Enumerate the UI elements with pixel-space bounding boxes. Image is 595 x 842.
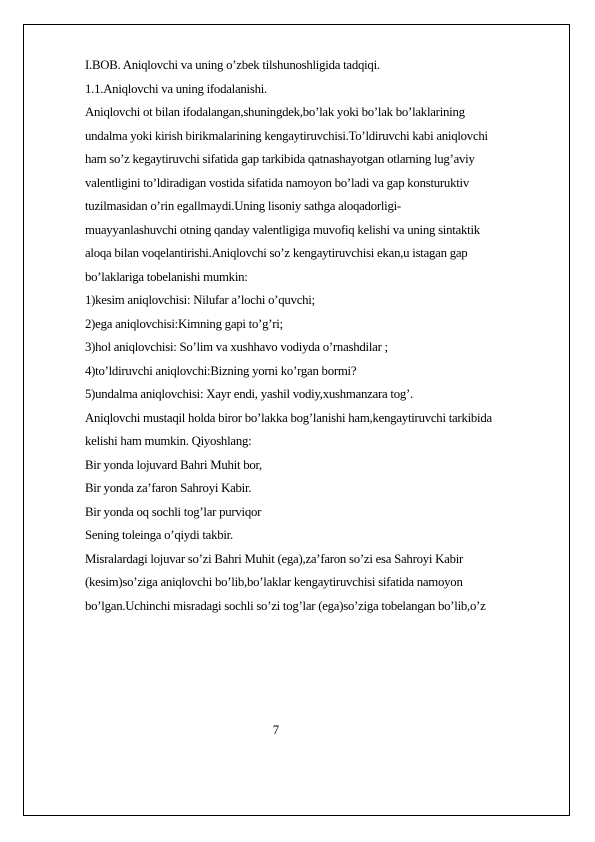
chapter-heading: I.BOB. Aniqlovchi va uning o’zbek tilshunoshligida tadqiqi. <box>85 58 380 72</box>
text-line: kelishi ham mumkin. Qiyoshlang: <box>85 434 252 448</box>
text-line: Aniqlovchi mustaqil holda biror bo’lakka bog’lanishi ham,kengaytiruvchi tarkibida <box>85 410 492 425</box>
text-line: Misralardagi lojuvar so’zi Bahri Muhit (ega),za’faron so’zi esa Sahroyi Kabir <box>85 551 464 566</box>
page-number: 7 <box>272 723 280 737</box>
poem-line: Bir yonda lojuvard Bahri Muhit bor, <box>85 457 262 472</box>
text-line: bo’lgan.Uchinchi misradagi sochli so’zi tog’lar (ega)so’ziga tobelangan bo’lib,o’z <box>85 598 486 613</box>
list-item: 4)to’ldiruvchi aniqlovchi:Bizning yorni ko’rgan bormi? <box>85 363 357 378</box>
list-item: 3)hol aniqlovchisi: So’lim va xushhavo vodiyda o’rnashdilar ; <box>85 340 388 354</box>
text-line: muayyanlashuvchi otning qanday valentligiga muvofiq kelishi va uning sintaktik <box>85 222 480 237</box>
text-line: valentligini to’ldiradigan vostida sifatida namoyon bo’ladi va gap konsturuktiv <box>85 175 469 190</box>
text-line: Aniqlovchi ot bilan ifodalangan,shuningdek,bo’lak yoki bo’lak bo’laklarining <box>85 105 465 119</box>
section-heading: 1.1.Aniqlovchi va uning ifodalanishi. <box>85 81 267 96</box>
text-line: tuzilmasidan o’rin egallmaydi.Uning lisoniy sathga aloqadorligi- <box>85 199 401 213</box>
list-item: 1)kesim aniqlovchisi: Nilufar a’lochi o’quvchi; <box>85 293 315 307</box>
poem-line: Bir yonda oq sochli tog’lar purviqor <box>85 504 262 519</box>
text-line: aloqa bilan voqelantirishi.Aniqlovchi so’z kengaytiruvchisi ekan,u istagan gap <box>85 246 468 260</box>
document-body <box>85 54 555 618</box>
text-line: bo’laklariga tobelanishi mumkin: <box>85 269 248 284</box>
poem-line: Bir yonda za’faron Sahroyi Kabir. <box>85 481 252 495</box>
poem-line: Sening toleinga o’qiydi takbir. <box>85 528 233 542</box>
list-item: 2)ega aniqlovchisi:Kimning gapi to’g’ri; <box>85 316 283 331</box>
text-line: (kesim)so’ziga aniqlovchi bo’lib,bo’laklar kengaytiruvchisi sifatida namoyon <box>85 575 463 589</box>
text-line: ham so’z kegaytiruvchi sifatida gap tarkibida qatnashayotgan otlarning lug’aviy <box>85 152 475 166</box>
list-item: 5)undalma aniqlovchisi: Xayr endi, yashil vodiy,xushmanzara tog’. <box>85 387 413 401</box>
text-line: undalma yoki kirish birikmalarining kengaytiruvchisi.To’ldiruvchi kabi aniqlovchi <box>85 128 488 143</box>
